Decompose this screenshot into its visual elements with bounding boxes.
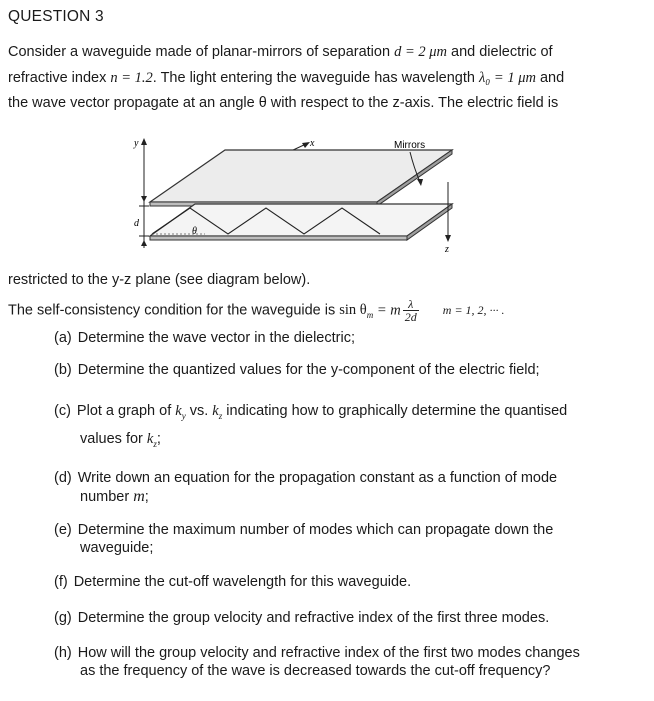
- question-a: (a) Determine the wave vector in the dielectric;: [54, 330, 355, 346]
- lambda-over-2d: $\frac{\lambda}{2d}$: [404, 297, 417, 324]
- intro-text: Consider a waveguide made of planar-mirrors of separation: [8, 44, 395, 60]
- x-axis-label: x: [310, 138, 315, 149]
- intro-text: refractive index: [8, 70, 111, 86]
- question-e: (e) Determine the maximum number of modes which can propagate down the: [54, 522, 554, 538]
- wavelength-value: λ₀ = 1 μm: [478, 70, 536, 86]
- refractive-index-value: n = 1.2: [110, 70, 153, 86]
- separation-value: d = 2 μm: [394, 44, 447, 60]
- intro-line-5: [8, 298, 505, 323]
- top-mirror: [150, 150, 452, 202]
- intro-line-4: restricted to the y-z plane (see diagram below).: [8, 272, 311, 288]
- waveguide-diagram: [110, 130, 480, 260]
- theta-label: θ: [192, 226, 197, 237]
- intro-text: and: [535, 70, 565, 86]
- mirrors-label: Mirrors: [394, 140, 426, 151]
- question-e-cont: waveguide;: [80, 540, 154, 556]
- question-d: (d) Write down an equation for the propagation constant as a function of mode: [54, 470, 558, 486]
- question-title: QUESTION 3: [8, 8, 104, 25]
- question-g: (g) Determine the group velocity and refractive index of the first three modes.: [54, 610, 550, 626]
- m-values: m = 1, 2, ··· .: [442, 303, 505, 318]
- intro-line-3: the wave vector propagate at an angle θ with respect to the z-axis. The electric field is: [8, 95, 559, 111]
- question-c: (c) Plot a graph of $k_y$ vs. $k_z$ indicating how to graphically determine the quantised: [54, 403, 568, 421]
- intro-text: and dielectric of: [446, 44, 553, 60]
- sin-theta: $\sin \theta_m$: [339, 302, 374, 321]
- intro-line-1: [8, 44, 553, 61]
- question-h: (h) How will the group velocity and refractive index of the first two modes changes: [54, 645, 580, 661]
- y-axis-label: y: [134, 138, 139, 149]
- question-c-cont: values for $k_z$;: [80, 431, 161, 449]
- question-b: (b) Determine the quantized values for the y-component of the electric field;: [54, 362, 540, 378]
- question-h-cont: as the frequency of the wave is decreased towards the cut-off frequency?: [80, 663, 551, 679]
- intro-line-2: [8, 70, 564, 87]
- equals-m: = m: [373, 302, 401, 319]
- d-label: d: [134, 218, 139, 229]
- question-f: (f) Determine the cut-off wavelength for this waveguide.: [54, 574, 412, 590]
- question-d-cont: number m;: [80, 488, 149, 505]
- z-axis-label: z: [445, 244, 449, 255]
- intro-text: The self-consistency condition for the waveguide is: [8, 302, 340, 319]
- intro-text: . The light entering the waveguide has wavelength: [152, 70, 479, 86]
